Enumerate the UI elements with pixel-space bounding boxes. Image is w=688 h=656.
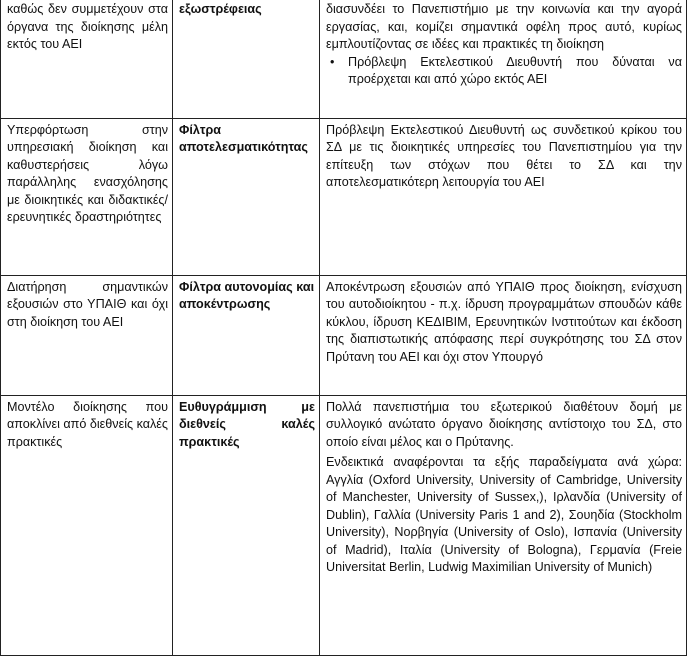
solution-cell — [320, 118, 687, 275]
problem-cell: Υπερφόρτωση στην υπηρεσιακή διοίκηση και καθυστερήσεις λόγω παράλληλης ενασχόλησης με διοικητικές και διδακτικές/ερευνητικές δραστηριότητες — [1, 118, 173, 275]
solution-paragraph: Πρόβλεψη Εκτελεστικού Διευθυντή ως συνδετικού κρίκου του ΣΔ με τις διοικητικές υπηρεσίες του Πανεπιστημίου για την επίτευξη των στόχων που θέτει το ΣΔ και την αποτελεσματικότερη λειτουργία του ΑΕΙ — [326, 122, 682, 189]
solution-paragraph: Ενδεικτικά αναφέρονται τα εξής παραδείγματα ανά χώρα: Αγγλία (Oxford University, University of Cambridge, University of Manchester, University of Sussex,), Ιρλανδία (University of Dublin), Γαλλία (University Paris 1 and 2), Σουηδία (Stockholm University), Νορβηγία (University of Oslo), Ισπανία (University of Madrid), Ιταλία (University of Bologna), Γερμανία (Freie Universitat Berlin, Ludwig Maximilian University of Munich) — [326, 455, 682, 574]
table-row — [1, 0, 687, 118]
table-row — [1, 275, 687, 395]
solution-paragraph: Πολλά πανεπιστήμια του εξωτερικού διαθέτουν δομή με συλλογικό ανώτατο όργανο διοίκησης αντίστοιχο του ΣΔ, στο οποίο είναι μέλος και ο Πρύτανης. — [326, 399, 682, 449]
table-row — [1, 118, 687, 275]
filter-cell: Φίλτρα αυτονομίας και αποκέντρωσης — [173, 275, 320, 395]
problem-cell: Διατήρηση σημαντικών εξουσιών στο ΥΠΑΙΘ και όχι στη διοίκηση του ΑΕΙ — [1, 275, 173, 395]
solution-paragraph: Αποκέντρωση εξουσιών από ΥΠΑΙΘ προς διοίκηση, ενίσχυση του αυτοδιοίκητου - π.χ. ίδρυση προγραμμάτων σπουδών κάθε κύκλου, ίδρυση ΚΕΔΙΒΙΜ, Ερευνητικών Ινστιτούτων και έκδοση της διαπιστωτικής απόφασης περί συγκρότησης του ΣΔ στον Πρύτανη του ΑΕΙ και όχι στον Υπουργό — [326, 279, 682, 364]
solution-cell — [320, 0, 687, 118]
bullet-dot: • — [330, 54, 335, 69]
filter-cell: Φίλτρα αποτελεσματικότητας — [173, 118, 320, 275]
filter-cell: Ευθυγράμμιση με διεθνείς καλές πρακτικές — [173, 395, 320, 655]
solution-cell — [320, 395, 687, 655]
problem-cell: Μοντέλο διοίκησης που αποκλίνει από διεθνείς καλές πρακτικές — [1, 395, 173, 655]
problem-cell: καθώς δεν συμμετέχουν στα όργανα της διοίκησης μέλη εκτός του ΑΕΙ — [1, 0, 173, 118]
solution-paragraph: διασυνδέει το Πανεπιστήμιο με την κοινωνία και την αγορά εργασίας, και, κομίζει σημαντικά οφέλη προς αυτό, κυρίως εμπλουτίζοντας σε ιδέες και πρακτικές τη διοίκηση — [326, 2, 682, 51]
bullet-item — [326, 54, 682, 89]
bullet-text: Πρόβλεψη Εκτελεστικού Διευθυντή που δύναται να προέρχεται και από χώρο εκτός ΑΕΙ — [348, 54, 682, 86]
table-row — [1, 395, 687, 655]
filter-cell: εξωστρέφειας — [173, 0, 320, 118]
solution-cell — [320, 275, 687, 395]
